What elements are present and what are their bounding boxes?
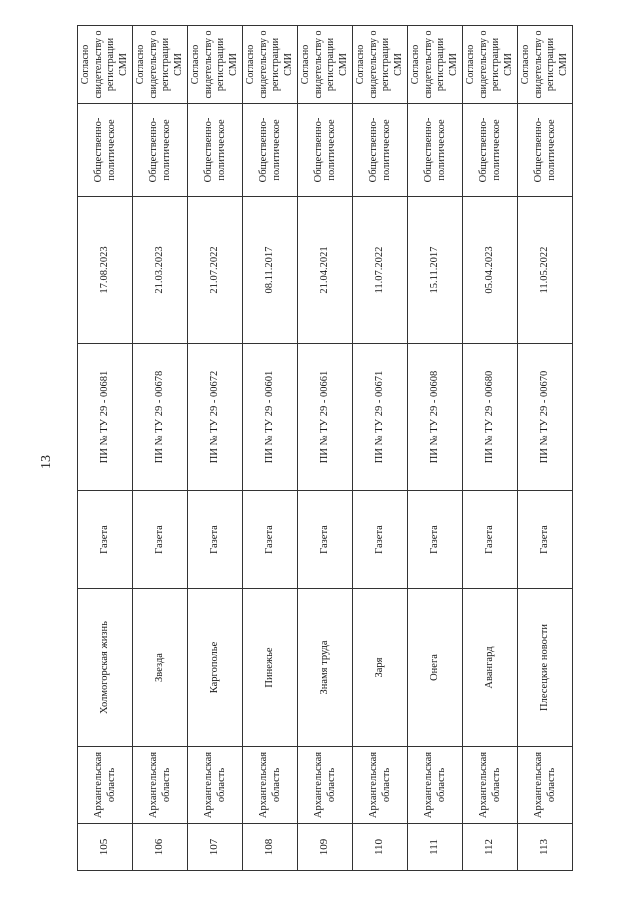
specialization-cell: Общественно-политическое — [133, 104, 188, 197]
registration-date-cell: 17.08.2023 — [78, 197, 133, 344]
registration-date-cell: 21.03.2023 — [133, 197, 188, 344]
specialization-cell: Общественно-политическое — [188, 104, 243, 197]
media-name-cell: Онега — [408, 589, 463, 747]
table-row — [78, 26, 133, 871]
region-cell: Архангельская область — [463, 747, 518, 824]
media-name-cell: Пинежье — [243, 589, 298, 747]
note-cell: Согласно свидетельству о регистрации СМИ — [518, 26, 573, 104]
registration-number-cell: ПИ № ТУ 29 - 00661 — [298, 344, 353, 491]
table-body — [78, 26, 573, 871]
region-cell: Архангельская область — [133, 747, 188, 824]
table-row — [463, 26, 518, 871]
table-row — [133, 26, 188, 871]
registration-number-cell: ПИ № ТУ 29 - 00608 — [408, 344, 463, 491]
media-type-cell: Газета — [188, 491, 243, 589]
registration-number-cell: ПИ № ТУ 29 - 00670 — [518, 344, 573, 491]
registration-number-cell: ПИ № ТУ 29 - 00672 — [188, 344, 243, 491]
registration-number-cell: ПИ № ТУ 29 - 00681 — [78, 344, 133, 491]
note-cell: Согласно свидетельству о регистрации СМИ — [298, 26, 353, 104]
media-type-cell: Газета — [463, 491, 518, 589]
registration-number-cell: ПИ № ТУ 29 - 00671 — [353, 344, 408, 491]
media-name-cell: Заря — [353, 589, 408, 747]
media-type-cell: Газета — [243, 491, 298, 589]
page-number: 13 — [39, 455, 54, 469]
registration-date-cell: 21.04.2021 — [298, 197, 353, 344]
registration-date-cell: 11.05.2022 — [518, 197, 573, 344]
row-number: 108 — [243, 824, 298, 871]
registry-table-rotated — [77, 26, 569, 871]
note-cell: Согласно свидетельству о регистрации СМИ — [353, 26, 408, 104]
region-cell: Архангельская область — [78, 747, 133, 824]
media-name-cell: Звезда — [133, 589, 188, 747]
specialization-cell: Общественно-политическое — [298, 104, 353, 197]
registration-number-cell: ПИ № ТУ 29 - 00680 — [463, 344, 518, 491]
table-row — [518, 26, 573, 871]
specialization-cell: Общественно-политическое — [353, 104, 408, 197]
row-number: 113 — [518, 824, 573, 871]
row-number: 112 — [463, 824, 518, 871]
media-name-cell: Авангард — [463, 589, 518, 747]
media-type-cell: Газета — [133, 491, 188, 589]
region-cell: Архангельская область — [518, 747, 573, 824]
media-registry-table — [77, 25, 573, 871]
specialization-cell: Общественно-политическое — [408, 104, 463, 197]
row-number: 107 — [188, 824, 243, 871]
specialization-cell: Общественно-политическое — [78, 104, 133, 197]
region-cell: Архангельская область — [408, 747, 463, 824]
table-row — [298, 26, 353, 871]
note-cell: Согласно свидетельству о регистрации СМИ — [408, 26, 463, 104]
table-row — [408, 26, 463, 871]
table-row — [353, 26, 408, 871]
specialization-cell: Общественно-политическое — [243, 104, 298, 197]
region-cell: Архангельская область — [353, 747, 408, 824]
row-number: 109 — [298, 824, 353, 871]
media-type-cell: Газета — [408, 491, 463, 589]
table-row — [188, 26, 243, 871]
specialization-cell: Общественно-политическое — [463, 104, 518, 197]
media-name-cell: Холмогорская жизнь — [78, 589, 133, 747]
row-number: 106 — [133, 824, 188, 871]
registration-number-cell: ПИ № ТУ 29 - 00678 — [133, 344, 188, 491]
note-cell: Согласно свидетельству о регистрации СМИ — [78, 26, 133, 104]
registration-date-cell: 21.07.2022 — [188, 197, 243, 344]
media-type-cell: Газета — [298, 491, 353, 589]
registration-date-cell: 11.07.2022 — [353, 197, 408, 344]
note-cell: Согласно свидетельству о регистрации СМИ — [133, 26, 188, 104]
registration-number-cell: ПИ № ТУ 29 - 00601 — [243, 344, 298, 491]
media-type-cell: Газета — [353, 491, 408, 589]
note-cell: Согласно свидетельству о регистрации СМИ — [188, 26, 243, 104]
row-number: 105 — [78, 824, 133, 871]
region-cell: Архангельская область — [298, 747, 353, 824]
specialization-cell: Общественно-политическое — [518, 104, 573, 197]
media-type-cell: Газета — [518, 491, 573, 589]
media-name-cell: Каргополье — [188, 589, 243, 747]
media-name-cell: Плесецкие новости — [518, 589, 573, 747]
region-cell: Архангельская область — [188, 747, 243, 824]
note-cell: Согласно свидетельству о регистрации СМИ — [243, 26, 298, 104]
region-cell: Архангельская область — [243, 747, 298, 824]
row-number: 110 — [353, 824, 408, 871]
media-name-cell: Знамя труда — [298, 589, 353, 747]
note-cell: Согласно свидетельству о регистрации СМИ — [463, 26, 518, 104]
media-type-cell: Газета — [78, 491, 133, 589]
registration-date-cell: 08.11.2017 — [243, 197, 298, 344]
row-number: 111 — [408, 824, 463, 871]
table-row — [243, 26, 298, 871]
registration-date-cell: 15.11.2017 — [408, 197, 463, 344]
registration-date-cell: 05.04.2023 — [463, 197, 518, 344]
